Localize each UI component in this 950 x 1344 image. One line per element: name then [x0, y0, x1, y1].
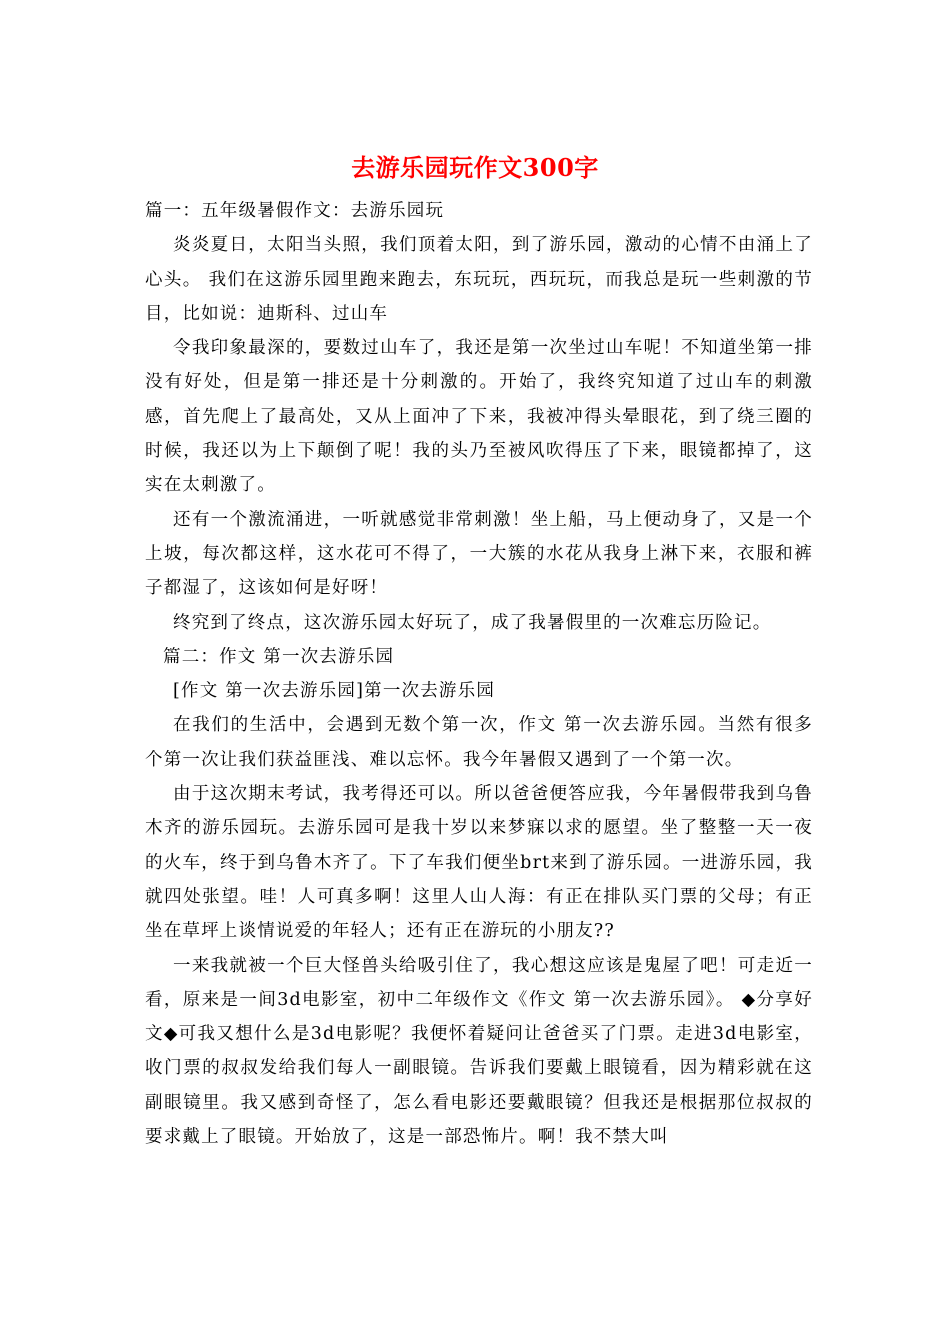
section-heading-1: 篇一：五年级暑假作文：去游乐园玩	[145, 201, 445, 221]
paragraph: 由于这次期末考试，我考得还可以。所以爸爸便答应我，今年暑假带我到乌鲁木齐的游乐园玩。去游乐园可是我十岁以来梦寐以求的愿望。坐了整整一天一夜的火车，终于到乌鲁木齐了。下了车我们便坐brt来到了游乐园。一进游乐园，我就四处张望。哇！人可真多啊！这里人山人海：有正在排队买门票的父母；有正坐在草坪上谈情说爱的年轻人；还有正在游玩的小朋友??	[145, 784, 813, 942]
document-title: 去游乐园玩作文300字	[351, 153, 599, 182]
document-body	[145, 194, 813, 1154]
paragraph: 在我们的生活中，会遇到无数个第一次，作文 第一次去游乐园。当然有很多个第一次让我们获益匪浅、难以忘怀。我今年暑假又遇到了一个第一次。	[145, 715, 813, 770]
paragraph: 还有一个激流涌进，一听就感觉非常刺激！坐上船，马上便动身了，又是一个上坡，每次都这样，这水花可不得了，一大簇的水花从我身上淋下来，衣服和裤子都湿了，这该如何是好呀！	[145, 509, 813, 599]
section-heading-2: 篇二：作文 第一次去游乐园	[163, 646, 395, 667]
paragraph: 炎炎夏日，太阳当头照，我们顶着太阳，到了游乐园，激动的心情不由涌上了心头。 我们在这游乐园里跑来跑去，东玩玩，西玩玩，而我总是玩一些刺激的节目，比如说：迪斯科、过山车	[145, 235, 813, 324]
paragraph: 终究到了终点，这次游乐园太好玩了，成了我暑假里的一次难忘历险记。	[173, 612, 772, 633]
section-subheading: [作文 第一次去游乐园]第一次去游乐园	[173, 681, 496, 702]
paragraph: 令我印象最深的，要数过山车了，我还是第一次坐过山车呢！不知道坐第一排没有好处，但是第一排还是十分刺激的。开始了，我终究知道了过山车的刺激感，首先爬上了最高处，又从上面冲了下来，我被冲得头晕眼花，到了绕三圈的时候，我还以为上下颠倒了呢！我的头乃至被风吹得压了下来，眼镜都掉了，这实在太刺激了。	[145, 338, 813, 496]
paragraph: 一来我就被一个巨大怪兽头给吸引住了，我心想这应该是鬼屋了吧！可走近一看，原来是一间3d电影室，初中二年级作文《作文 第一次去游乐园》。 ◆分享好文◆可我又想什么是3d电影呢？我便怀着疑问让爸爸买了门票。走进3d电影室，收门票的叔叔发给我们每人一副眼镜。告诉我们要戴上眼镜看，因为精彩就在这副眼镜里。我又感到奇怪了，怎么看电影还要戴眼镜？但我还是根据那位叔叔的要求戴上了眼镜。开始放了，这是一部恐怖片。啊！我不禁大叫	[145, 955, 813, 1148]
